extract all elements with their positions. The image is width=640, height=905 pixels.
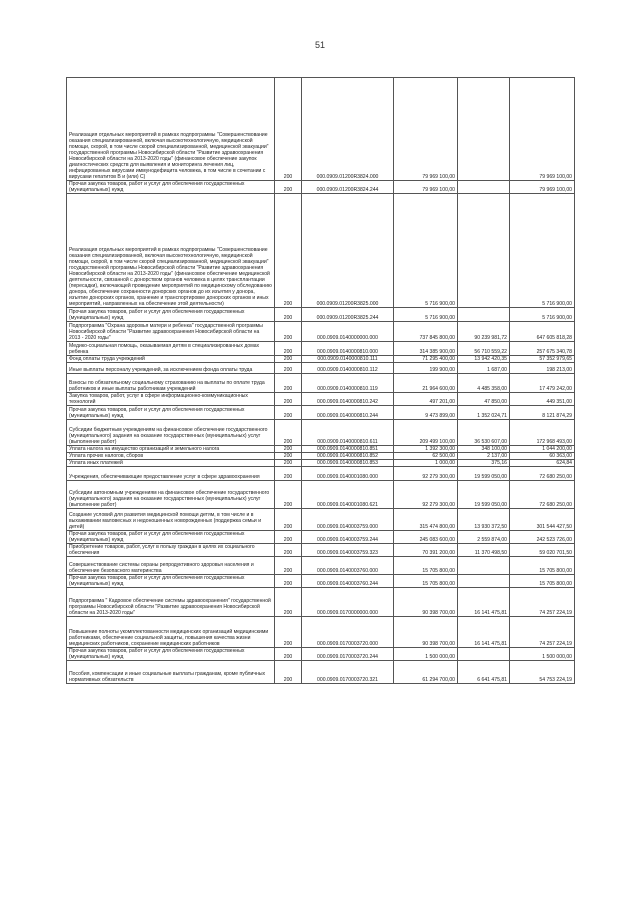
row-name-cell: Приобретение товаров, работ, услуг в пользу граждан в целях их социального обеспечения	[67, 544, 275, 557]
row-code-cell: 200	[275, 467, 302, 481]
row-approved-cell: 9 473 899,00	[394, 406, 458, 420]
row-executed-cell: 11 370 498,50	[458, 544, 510, 557]
row-code-cell: 200	[275, 181, 302, 194]
row-approved-cell: 209 499 100,00	[394, 420, 458, 446]
row-approved-cell: 199 900,00	[394, 363, 458, 374]
row-executed-cell	[458, 648, 510, 661]
row-code-cell: 200	[275, 481, 302, 509]
row-approved-cell: 15 705 800,00	[394, 575, 458, 588]
table-row	[67, 446, 575, 453]
row-code-cell: 200	[275, 557, 302, 575]
row-name-cell: Прочая закупка товаров, работ и услуг для обеспечения государственных (муниципальных) нужд	[67, 531, 275, 544]
row-kbk-cell: 000.0909.0140000810.852	[302, 453, 394, 460]
row-code-cell: 200	[275, 322, 302, 342]
table-row	[67, 342, 575, 356]
row-executed-cell: 90 239 981,72	[458, 322, 510, 342]
row-approved-cell: 70 391 200,00	[394, 544, 458, 557]
row-executed-cell: 2 137,00	[458, 453, 510, 460]
row-executed-cell: 13 930 372,50	[458, 509, 510, 531]
table-row	[67, 617, 575, 648]
row-name-cell: Фонд оплаты труда учреждений	[67, 356, 275, 363]
row-kbk-cell: 000.0909.0140003759.323	[302, 544, 394, 557]
row-code-cell: 200	[275, 617, 302, 648]
row-name-cell: Совершенствование системы охраны репродуктивного здоровья населения и обеспечение безопасного материнства	[67, 557, 275, 575]
row-name-cell: Реализация отдельных мероприятий в рамках подпрограммы "Совершенствование оказания специализированной, включая высокотехнологичную, медицинской помощи, скорой, в том числе скорой специализированной, медицинской эвакуации" государственной программы Новосибирской области "Развитие здравоохранения Новосибирской области на 2013-2020 годы" (финансовое обеспечение медицинской деятельности, связанной с донорством органов человека в целях трансплантации (пересадки), включающей проведение мероприятий по медицинскому обследованию донора, обеспечение сохранности донорских органов до их изъятия у донора, изъятие донорских органов, хранение и транспортировке донорских органов и иных мероприятий, направленных на обеспечение этой деятельности)	[67, 194, 275, 308]
row-kbk-cell: 000.0909.0140000810.244	[302, 406, 394, 420]
table-row	[67, 78, 575, 181]
row-code-cell: 200	[275, 575, 302, 588]
row-executed-cell: 4 485 358,00	[458, 374, 510, 393]
table-row	[67, 363, 575, 374]
row-name-cell: Закупка товаров, работ, услуг в сфере информационно-коммуникационных технологий	[67, 393, 275, 406]
row-remaining-cell: 242 523 726,00	[510, 531, 575, 544]
row-code-cell: 200	[275, 406, 302, 420]
table-row	[67, 557, 575, 575]
row-remaining-cell: 1 044 200,00	[510, 446, 575, 453]
row-executed-cell: 1 687,00	[458, 363, 510, 374]
row-code-cell: 200	[275, 453, 302, 460]
row-remaining-cell: 60 363,00	[510, 453, 575, 460]
row-executed-cell: 2 559 874,00	[458, 531, 510, 544]
row-approved-cell: 62 500,00	[394, 453, 458, 460]
row-code-cell: 200	[275, 648, 302, 661]
row-code-cell: 200	[275, 661, 302, 684]
row-kbk-cell: 000.0909.0140001080.000	[302, 467, 394, 481]
row-executed-cell	[458, 194, 510, 308]
row-code-cell: 200	[275, 78, 302, 181]
row-name-cell: Прочая закупка товаров, работ и услуг для обеспечения государственных (муниципальных) нужд	[67, 575, 275, 588]
row-code-cell: 200	[275, 356, 302, 363]
row-kbk-cell: 000.0909.01200R3824.244	[302, 181, 394, 194]
row-remaining-cell: 57 352 979,65	[510, 356, 575, 363]
row-approved-cell: 79 969 100,00	[394, 181, 458, 194]
row-executed-cell: 6 641 475,81	[458, 661, 510, 684]
row-remaining-cell: 54 753 224,19	[510, 661, 575, 684]
row-kbk-cell: 000.0909.0140001080.621	[302, 481, 394, 509]
row-remaining-cell: 79 969 100,00	[510, 181, 575, 194]
row-code-cell: 200	[275, 446, 302, 453]
row-name-cell: Подпрограмма " Кадровое обеспечение системы здравоохранения" государственной программы Новосибирской области "Развитие здравоохранения Новосибирской области на 2013-2020 годы"	[67, 588, 275, 617]
row-remaining-cell: 79 969 100,00	[510, 78, 575, 181]
row-approved-cell: 245 083 600,00	[394, 531, 458, 544]
row-code-cell: 200	[275, 544, 302, 557]
row-executed-cell: 19 599 050,00	[458, 467, 510, 481]
table-row	[67, 406, 575, 420]
row-kbk-cell: 000.0909.0140000810.611	[302, 420, 394, 446]
table-row	[67, 661, 575, 684]
table-row	[67, 393, 575, 406]
row-remaining-cell: 257 675 340,78	[510, 342, 575, 356]
row-name-cell: Уплата прочих налогов, сборов	[67, 453, 275, 460]
row-kbk-cell: 000.0909.0140000810.242	[302, 393, 394, 406]
table-row	[67, 544, 575, 557]
row-approved-cell: 92 279 300,00	[394, 467, 458, 481]
row-remaining-cell: 74 257 224,19	[510, 617, 575, 648]
row-name-cell: Подпрограмма "Охрана здоровья матери и ребенка" государственной программы Новосибирской области "Развитие здравоохранения Новосибирской области на 2013 - 2020 годы"	[67, 322, 275, 342]
row-executed-cell: 348 100,00	[458, 446, 510, 453]
row-executed-cell: 13 942 420,35	[458, 356, 510, 363]
row-kbk-cell: 000.0909.01200R3825.000	[302, 194, 394, 308]
row-kbk-cell: 000.0909.0170003720.321	[302, 661, 394, 684]
table-row	[67, 194, 575, 308]
row-approved-cell: 90 398 700,00	[394, 617, 458, 648]
row-remaining-cell: 8 121 874,29	[510, 406, 575, 420]
row-code-cell: 200	[275, 342, 302, 356]
row-kbk-cell: 000.0909.0140000810.119	[302, 374, 394, 393]
row-executed-cell: 375,16	[458, 460, 510, 467]
row-kbk-cell: 000.0909.01200R3824.000	[302, 78, 394, 181]
row-code-cell: 200	[275, 531, 302, 544]
row-kbk-cell: 000.0909.0140000810.111	[302, 356, 394, 363]
row-code-cell: 200	[275, 194, 302, 308]
row-code-cell: 200	[275, 393, 302, 406]
row-name-cell: Субсидии автономным учреждениям на финансовое обеспечение государственного (муниципального) задания на оказание государственных (муниципальных) услуг (выполнение работ)	[67, 481, 275, 509]
row-approved-cell: 1 500 000,00	[394, 648, 458, 661]
row-code-cell: 200	[275, 420, 302, 446]
table-row	[67, 531, 575, 544]
row-kbk-cell: 000.0909.0170000000.000	[302, 588, 394, 617]
row-remaining-cell: 15 705 800,00	[510, 575, 575, 588]
row-name-cell: Взносы по обязательному социальному страхованию на выплаты по оплате труда работников и иные выплаты работникам учреждений	[67, 374, 275, 393]
row-name-cell: Субсидии бюджетным учреждениям на финансовое обеспечение государственного (муниципального) задания на оказание государственных (муниципальных) услуг (выполнение работ)	[67, 420, 275, 446]
row-approved-cell: 5 716 900,00	[394, 194, 458, 308]
row-code-cell: 200	[275, 588, 302, 617]
row-remaining-cell: 17 479 242,00	[510, 374, 575, 393]
row-approved-cell: 21 964 600,00	[394, 374, 458, 393]
row-executed-cell	[458, 78, 510, 181]
row-name-cell: Пособия, компенсации и иные социальные выплаты гражданам, кроме публичных нормативных обязательств	[67, 661, 275, 684]
table-row	[67, 453, 575, 460]
row-name-cell: Учреждения, обеспечивающие предоставление услуг в сфере здравоохранения	[67, 467, 275, 481]
row-approved-cell: 314 385 900,00	[394, 342, 458, 356]
row-name-cell: Реализация отдельных мероприятий в рамках подпрограммы "Совершенствование оказания специализированной, включая высокотехнологичную, медицинской помощи, скорой, в том числе скорой специализированной, медицинской эвакуации" государственной программы Новосибирской области "Развитие здравоохранения Новосибирской области на 2013-2020 годы" (финансовое обеспечение закупок диагностических средств для выявления и мониторинга лечения лиц, инфицированных вирусами иммунодефицита человека, в том числе в сочетании с вирусами гепатитов B и (или) C)	[67, 78, 275, 181]
row-approved-cell: 79 969 100,00	[394, 78, 458, 181]
row-remaining-cell: 647 605 818,28	[510, 322, 575, 342]
row-approved-cell: 497 201,00	[394, 393, 458, 406]
row-approved-cell: 71 295 400,00	[394, 356, 458, 363]
row-approved-cell: 1 000,00	[394, 460, 458, 467]
row-name-cell: Уплата иных платежей	[67, 460, 275, 467]
row-kbk-cell: 000.0909.01200R3825.244	[302, 308, 394, 322]
row-executed-cell: 47 850,00	[458, 393, 510, 406]
row-remaining-cell: 172 968 493,00	[510, 420, 575, 446]
row-name-cell: Уплата налога на имущество организаций и земельного налога	[67, 446, 275, 453]
budget-table	[66, 77, 575, 684]
row-remaining-cell: 198 213,00	[510, 363, 575, 374]
row-executed-cell: 1 352 024,71	[458, 406, 510, 420]
table-row	[67, 509, 575, 531]
row-executed-cell: 56 710 559,22	[458, 342, 510, 356]
row-executed-cell: 19 599 050,00	[458, 481, 510, 509]
row-kbk-cell: 000.0909.0140000810.112	[302, 363, 394, 374]
row-kbk-cell: 000.0909.0140003759.244	[302, 531, 394, 544]
row-executed-cell: 16 141 475,81	[458, 588, 510, 617]
row-name-cell: Прочая закупка товаров, работ и услуг для обеспечения государственных (муниципальных) нужд	[67, 648, 275, 661]
row-executed-cell	[458, 181, 510, 194]
row-code-cell: 200	[275, 363, 302, 374]
row-kbk-cell: 000.0909.0140003760.000	[302, 557, 394, 575]
row-remaining-cell: 449 351,00	[510, 393, 575, 406]
row-name-cell: Иные выплаты персоналу учреждений, за исключением фонда оплаты труда	[67, 363, 275, 374]
table-row	[67, 181, 575, 194]
table-row	[67, 575, 575, 588]
row-code-cell: 200	[275, 460, 302, 467]
row-approved-cell: 92 279 300,00	[394, 481, 458, 509]
table-row	[67, 308, 575, 322]
row-name-cell: Повышение полноты укомплектованности медицинских организаций медицинскими работниками, обеспечение социальной защиты, повышения качества жизни медицинских работников, сохранение медицинских работников	[67, 617, 275, 648]
row-kbk-cell: 000.0909.0140000810.853	[302, 460, 394, 467]
table-row	[67, 322, 575, 342]
row-executed-cell	[458, 575, 510, 588]
row-remaining-cell: 74 257 224,19	[510, 588, 575, 617]
row-code-cell: 200	[275, 509, 302, 531]
row-approved-cell: 315 474 800,00	[394, 509, 458, 531]
row-remaining-cell: 15 705 800,00	[510, 557, 575, 575]
row-remaining-cell: 5 716 900,00	[510, 308, 575, 322]
row-kbk-cell: 000.0909.0140000810.851	[302, 446, 394, 453]
row-kbk-cell: 000.0909.0140003760.244	[302, 575, 394, 588]
row-name-cell: Прочая закупка товаров, работ и услуг для обеспечения государственных (муниципальных) нужд	[67, 181, 275, 194]
page-number: 51	[314, 40, 325, 50]
row-approved-cell: 90 398 700,00	[394, 588, 458, 617]
table-row	[67, 460, 575, 467]
table-row	[67, 374, 575, 393]
row-remaining-cell: 624,84	[510, 460, 575, 467]
row-executed-cell	[458, 308, 510, 322]
table-row	[67, 467, 575, 481]
row-approved-cell: 61 294 700,00	[394, 661, 458, 684]
row-remaining-cell: 1 500 000,00	[510, 648, 575, 661]
row-approved-cell: 1 392 300,00	[394, 446, 458, 453]
row-remaining-cell: 72 680 250,00	[510, 467, 575, 481]
row-kbk-cell: 000.0909.0140000000.000	[302, 322, 394, 342]
row-name-cell: Создание условий для развития медицинской помощи детям, в том числе и в выхаживании маловесных и недоношенных новорожденных (поддержка семьи и детей)	[67, 509, 275, 531]
row-name-cell: Прочая закупка товаров, работ и услуг для обеспечения государственных (муниципальных) нужд	[67, 308, 275, 322]
row-approved-cell: 737 845 800,00	[394, 322, 458, 342]
row-approved-cell: 15 705 800,00	[394, 557, 458, 575]
row-executed-cell: 16 141 475,81	[458, 617, 510, 648]
row-kbk-cell: 000.0909.0170003720.244	[302, 648, 394, 661]
row-executed-cell	[458, 557, 510, 575]
row-code-cell: 200	[275, 308, 302, 322]
row-kbk-cell: 000.0909.0140000810.000	[302, 342, 394, 356]
row-remaining-cell: 5 716 900,00	[510, 194, 575, 308]
row-approved-cell: 5 716 900,00	[394, 308, 458, 322]
row-executed-cell: 36 530 607,00	[458, 420, 510, 446]
row-kbk-cell: 000.0909.0140003759.000	[302, 509, 394, 531]
row-remaining-cell: 72 680 250,00	[510, 481, 575, 509]
row-name-cell: Прочая закупка товаров, работ и услуг для обеспечения государственных (муниципальных) нужд	[67, 406, 275, 420]
row-remaining-cell: 301 544 427,50	[510, 509, 575, 531]
table-row	[67, 356, 575, 363]
table-row	[67, 588, 575, 617]
table-row	[67, 420, 575, 446]
table-row	[67, 648, 575, 661]
row-remaining-cell: 59 020 701,50	[510, 544, 575, 557]
row-kbk-cell: 000.0909.0170003720.000	[302, 617, 394, 648]
row-name-cell: Медико-социальная помощь, оказываемая детям в специализированных домах ребенка	[67, 342, 275, 356]
table-row	[67, 481, 575, 509]
row-code-cell: 200	[275, 374, 302, 393]
